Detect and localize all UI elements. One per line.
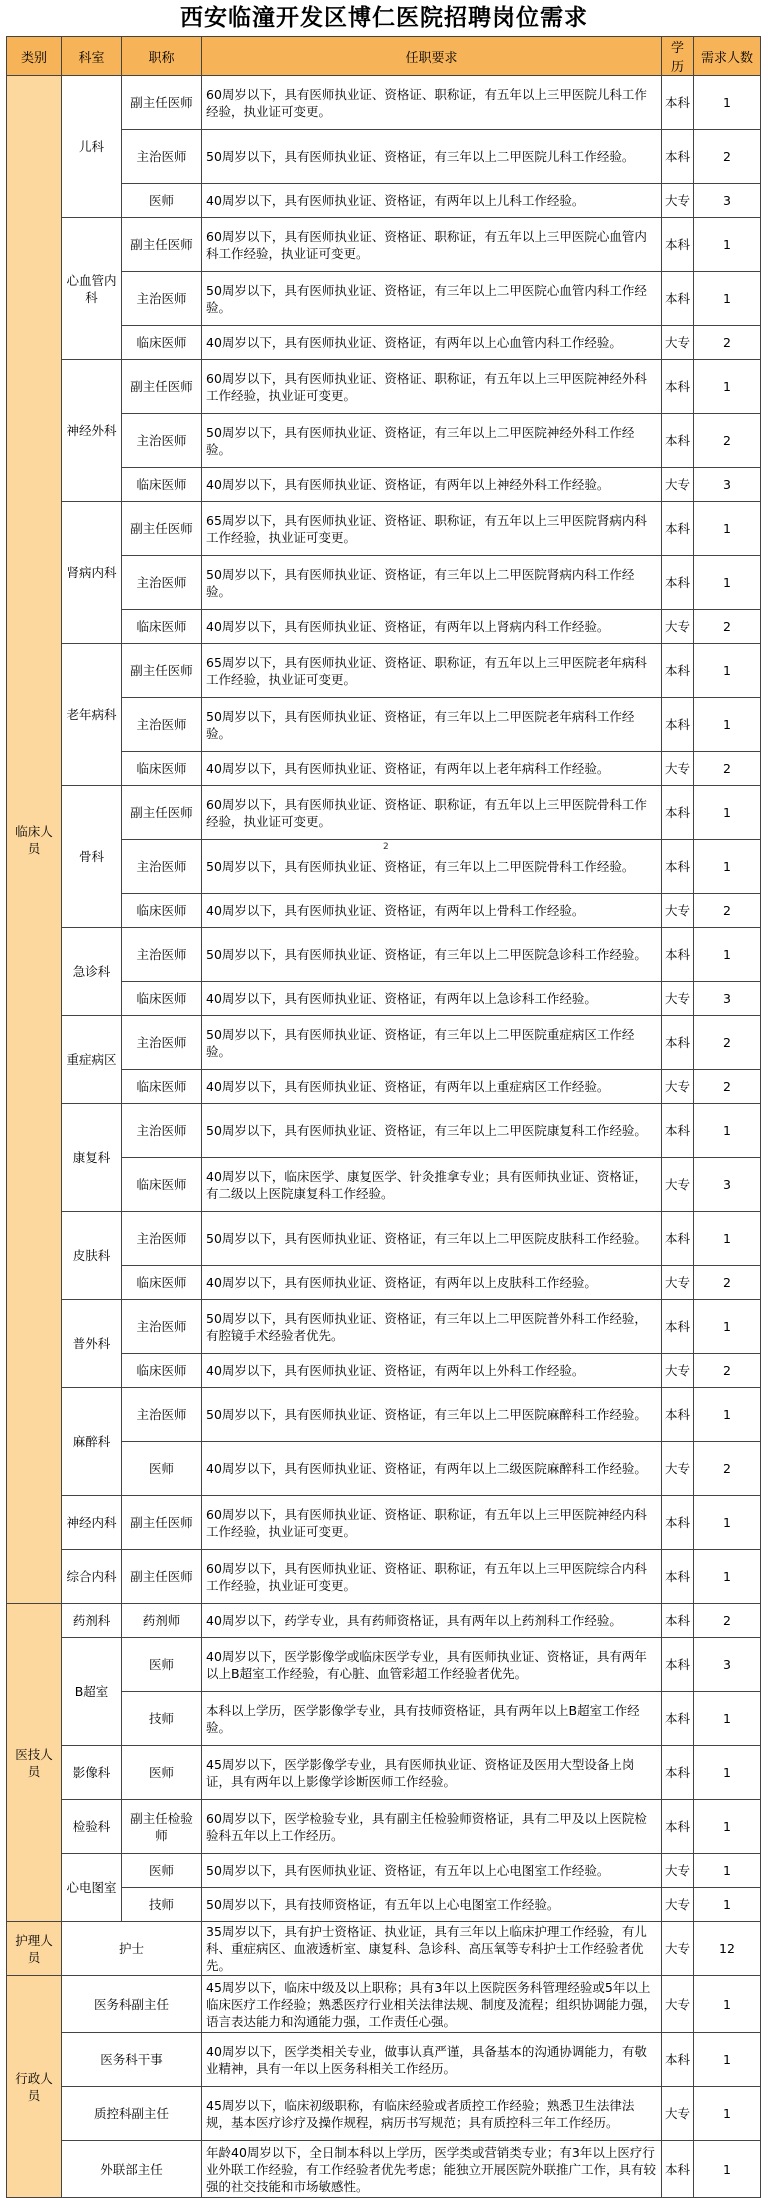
education-cell: 本科: [662, 1104, 694, 1158]
education-cell: 本科: [662, 1638, 694, 1692]
title-cell: 医师: [122, 1442, 202, 1496]
title-cell: 医师: [122, 1746, 202, 1800]
requirement-cell: 40周岁以下，具有医师执业证、资格证，有两年以上二级医院麻醉科工作经验。: [202, 1442, 662, 1496]
requirement-cell: 50周岁以下，具有医师执业证、资格证，有三年以上二甲医院儿科工作经验。: [202, 130, 662, 184]
education-cell: 本科: [662, 698, 694, 752]
col-category-header: 类别: [7, 37, 62, 76]
table-row: [7, 1976, 761, 2033]
requirement-cell: 40周岁以下，具有医师执业证、资格证，有两年以上儿科工作经验。: [202, 184, 662, 218]
requirement-cell: 50周岁以下，具有医师执业证、资格证，有五年以上心电图室工作经验。: [202, 1854, 662, 1888]
col-title-header: 职称: [122, 37, 202, 76]
table-row: [7, 928, 761, 982]
title-cell: 副主任医师: [122, 1550, 202, 1604]
count-cell: 1: [694, 698, 761, 752]
department-cell: 心电图室: [62, 1854, 122, 1922]
title-cell: 主治医师: [122, 556, 202, 610]
count-cell: 1: [694, 272, 761, 326]
education-cell: 大专: [662, 1922, 694, 1976]
table-row: [7, 2087, 761, 2141]
requirement-cell: 40周岁以下，具有医师执业证、资格证，有两年以上老年病科工作经验。: [202, 752, 662, 786]
title-cell: 技师: [122, 1888, 202, 1922]
count-cell: 2: [694, 1604, 761, 1638]
department-cell: 急诊科: [62, 928, 122, 1016]
requirement-cell: 60周岁以下，具有医师执业证、资格证、职称证，有五年以上三甲医院骨科工作经验，执业证可变更。: [202, 786, 662, 840]
requirement-cell: 50周岁以下，具有医师执业证、资格证，有三年以上二甲医院皮肤科工作经验。: [202, 1212, 662, 1266]
count-cell: 2: [694, 1016, 761, 1070]
title-cell: 临床医师: [122, 982, 202, 1016]
education-cell: 本科: [662, 1300, 694, 1354]
education-cell: 本科: [662, 1800, 694, 1854]
department-cell: 儿科: [62, 76, 122, 218]
title-cell: 医师: [122, 1638, 202, 1692]
table-row: [7, 644, 761, 698]
title-cell: 主治医师: [122, 1104, 202, 1158]
requirement-cell: 50周岁以下，具有医师执业证、资格证，有三年以上二甲医院康复科工作经验。: [202, 1104, 662, 1158]
title-cell: 临床医师: [122, 1354, 202, 1388]
title-cell: 主治医师: [122, 1212, 202, 1266]
category-cell: 护理人员: [7, 1922, 62, 1976]
category-cell: 临床人员: [7, 76, 62, 1604]
education-cell: 本科: [662, 76, 694, 130]
title-cell: 医师: [122, 184, 202, 218]
requirement-cell: 40周岁以下，医学影像学或临床医学专业，具有医师执业证、资格证，具有两年以上B超室工作经验，有心脏、血管彩超工作经验者优先。: [202, 1638, 662, 1692]
header-row: [7, 37, 761, 76]
count-cell: 1: [694, 556, 761, 610]
table-row: [7, 218, 761, 272]
table-row: [7, 1388, 761, 1442]
education-cell: 大专: [662, 1442, 694, 1496]
title-cell: 副主任医师: [122, 360, 202, 414]
table-row: [7, 1922, 761, 1976]
requirement-cell: 40周岁以下，具有医师执业证、资格证，有两年以上心血管内科工作经验。: [202, 326, 662, 360]
requirement-cell: 45周岁以下，临床中级及以上职称；具有3年以上医院医务科管理经验或5年以上临床医疗工作经验；熟悉医疗行业相关法律法规、制度及流程；组织协调能力强，语言表达能力和沟通能力强，工作责任心强。: [202, 1976, 662, 2033]
count-cell: 3: [694, 184, 761, 218]
table-row: [7, 1638, 761, 1692]
education-cell: 大专: [662, 1888, 694, 1922]
requirement-cell: 60周岁以下，具有医师执业证、资格证、职称证，有五年以上三甲医院神经内科工作经验，执业证可变更。: [202, 1496, 662, 1550]
education-cell: 本科: [662, 2033, 694, 2087]
requirement-cell: 40周岁以下，具有医师执业证、资格证，有两年以上骨科工作经验。: [202, 894, 662, 928]
education-cell: 大专: [662, 982, 694, 1016]
count-cell: 1: [694, 1212, 761, 1266]
title-cell: 临床医师: [122, 1158, 202, 1212]
education-cell: 本科: [662, 928, 694, 982]
title-cell: 主治医师: [122, 1016, 202, 1070]
count-cell: 1: [694, 502, 761, 556]
title-cell: 副主任检验师: [122, 1800, 202, 1854]
education-cell: 大专: [662, 1854, 694, 1888]
title-cell: 主治医师: [122, 840, 202, 894]
count-cell: 1: [694, 2141, 761, 2198]
title-cell: 副主任医师: [122, 1496, 202, 1550]
title-cell: 主治医师: [122, 1300, 202, 1354]
title-cell: 临床医师: [122, 1266, 202, 1300]
title-cell: 主治医师: [122, 414, 202, 468]
education-cell: 本科: [662, 1692, 694, 1746]
count-cell: 1: [694, 1388, 761, 1442]
requirement-cell: 40周岁以下，临床医学、康复医学、针灸推拿专业；具有医师执业证、资格证，有二级以上医院康复科工作经验。: [202, 1158, 662, 1212]
education-cell: 本科: [662, 218, 694, 272]
department-cell: 普外科: [62, 1300, 122, 1388]
count-cell: 2: [694, 326, 761, 360]
title-cell: 副主任医师: [122, 218, 202, 272]
requirement-cell: 40周岁以下，具有医师执业证、资格证，有两年以上重症病区工作经验。: [202, 1070, 662, 1104]
count-cell: 2: [694, 1442, 761, 1496]
title-cell: 副主任医师: [122, 644, 202, 698]
requirement-cell: 本科以上学历，医学影像学专业，具有技师资格证，具有两年以上B超室工作经验。: [202, 1692, 662, 1746]
requirement-cell: 50周岁以下，具有医师执业证、资格证，有三年以上二甲医院骨科工作经验。: [202, 840, 662, 894]
position-cell: 外联部主任: [62, 2141, 202, 2198]
department-cell: 麻醉科: [62, 1388, 122, 1496]
department-cell: 重症病区: [62, 1016, 122, 1104]
position-cell: 医务科副主任: [62, 1976, 202, 2033]
table-row: [7, 786, 761, 840]
education-cell: 大专: [662, 184, 694, 218]
title-cell: 临床医师: [122, 752, 202, 786]
requirement-cell: 60周岁以下，具有医师执业证、资格证、职称证，有五年以上三甲医院心血管内科工作经验，执业证可变更。: [202, 218, 662, 272]
count-cell: 1: [694, 2087, 761, 2141]
requirement-cell: 50周岁以下，具有医师执业证、资格证，有三年以上二甲医院老年病科工作经验。: [202, 698, 662, 752]
requirement-cell: 65周岁以下，具有医师执业证、资格证、职称证，有五年以上三甲医院老年病科工作经验，执业证可变更。: [202, 644, 662, 698]
education-cell: 本科: [662, 1496, 694, 1550]
count-cell: 3: [694, 1158, 761, 1212]
title-cell: 药剂师: [122, 1604, 202, 1638]
count-cell: 3: [694, 1638, 761, 1692]
table-row: [7, 1104, 761, 1158]
count-cell: 1: [694, 1300, 761, 1354]
department-cell: 药剂科: [62, 1604, 122, 1638]
department-cell: B超室: [62, 1638, 122, 1746]
title-cell: 临床医师: [122, 326, 202, 360]
count-cell: 1: [694, 1888, 761, 1922]
page-number: 2: [383, 842, 389, 852]
education-cell: 大专: [662, 1158, 694, 1212]
col-department-header: 科室: [62, 37, 122, 76]
requirement-cell: 60周岁以下，具有医师执业证、资格证、职称证，有五年以上三甲医院综合内科工作经验，执业证可变更。: [202, 1550, 662, 1604]
title-cell: 主治医师: [122, 272, 202, 326]
count-cell: 1: [694, 928, 761, 982]
education-cell: 本科: [662, 1388, 694, 1442]
count-cell: 12: [694, 1922, 761, 1976]
department-cell: 影像科: [62, 1746, 122, 1800]
education-cell: 大专: [662, 1976, 694, 2033]
education-cell: 本科: [662, 644, 694, 698]
count-cell: 1: [694, 1496, 761, 1550]
count-cell: 2: [694, 752, 761, 786]
education-cell: 本科: [662, 130, 694, 184]
requirement-cell: 40周岁以下，具有医师执业证、资格证，有两年以上急诊科工作经验。: [202, 982, 662, 1016]
category-cell: 医技人员: [7, 1604, 62, 1922]
education-cell: 本科: [662, 1016, 694, 1070]
table-row: [7, 1746, 761, 1800]
requirement-cell: 50周岁以下，具有技师资格证，有五年以上心电图室工作经验。: [202, 1888, 662, 1922]
requirement-cell: 45周岁以下，医学影像学专业，具有医师执业证、资格证及医用大型设备上岗证，具有两年以上影像学诊断医师工作经验。: [202, 1746, 662, 1800]
category-cell: 行政人员: [7, 1976, 62, 2198]
department-cell: 老年病科: [62, 644, 122, 786]
table-row: [7, 2033, 761, 2087]
requirement-cell: 50周岁以下，具有医师执业证、资格证，有三年以上二甲医院普外科工作经验，有腔镜手术经验者优先。: [202, 1300, 662, 1354]
department-cell: 检验科: [62, 1800, 122, 1854]
title-cell: 副主任医师: [122, 76, 202, 130]
department-cell: 肾病内科: [62, 502, 122, 644]
department-cell: 康复科: [62, 1104, 122, 1212]
education-cell: 本科: [662, 1604, 694, 1638]
page-title: 西安临潼开发区博仁医院招聘岗位需求: [180, 5, 588, 31]
requirement-cell: 45周岁以下，临床初级职称，有临床经验或者质控工作经验；熟悉卫生法律法规，基本医疗诊疗及操作规程，病历书写规范；具有质控科三年工作经历。: [202, 2087, 662, 2141]
education-cell: 大专: [662, 1354, 694, 1388]
department-cell: 神经内科: [62, 1496, 122, 1550]
count-cell: 1: [694, 1746, 761, 1800]
requirement-cell: 60周岁以下，医学检验专业，具有副主任检验师资格证，具有二甲及以上医院检验科五年以上工作经历。: [202, 1800, 662, 1854]
education-cell: 本科: [662, 414, 694, 468]
requirement-cell: 50周岁以下，具有医师执业证、资格证，有三年以上二甲医院重症病区工作经验。: [202, 1016, 662, 1070]
col-count-header: 需求人数: [694, 37, 761, 76]
count-cell: 2: [694, 414, 761, 468]
table-row: [7, 1496, 761, 1550]
position-cell: 质控科副主任: [62, 2087, 202, 2141]
title-cell: 主治医师: [122, 928, 202, 982]
count-cell: 2: [694, 610, 761, 644]
requirement-cell: 40周岁以下，具有医师执业证、资格证，有两年以上肾病内科工作经验。: [202, 610, 662, 644]
requirement-cell: 50周岁以下，具有医师执业证、资格证，有三年以上二甲医院心血管内科工作经验。: [202, 272, 662, 326]
count-cell: 1: [694, 1854, 761, 1888]
recruitment-table: [6, 36, 761, 2198]
education-cell: 大专: [662, 752, 694, 786]
table-row: [7, 1016, 761, 1070]
requirement-cell: 50周岁以下，具有医师执业证、资格证，有三年以上二甲医院肾病内科工作经验。: [202, 556, 662, 610]
education-cell: 本科: [662, 786, 694, 840]
requirement-cell: 35周岁以下，具有护士资格证、执业证，具有三年以上临床护理工作经验，有儿科、重症病区、血液透析室、康复科、急诊科、高压氧等专科护士工作经验者优先。: [202, 1922, 662, 1976]
count-cell: 1: [694, 786, 761, 840]
count-cell: 1: [694, 1692, 761, 1746]
count-cell: 2: [694, 1070, 761, 1104]
count-cell: 1: [694, 840, 761, 894]
count-cell: 1: [694, 644, 761, 698]
education-cell: 本科: [662, 502, 694, 556]
count-cell: 1: [694, 76, 761, 130]
count-cell: 1: [694, 1976, 761, 2033]
count-cell: 1: [694, 360, 761, 414]
table-row: [7, 1300, 761, 1354]
title-cell: 临床医师: [122, 610, 202, 644]
requirement-cell: 60周岁以下，具有医师执业证、资格证、职称证，有五年以上三甲医院神经外科工作经验，执业证可变更。: [202, 360, 662, 414]
table-row: [7, 1550, 761, 1604]
title-cell: 医师: [122, 1854, 202, 1888]
count-cell: 1: [694, 218, 761, 272]
title-cell: 主治医师: [122, 1388, 202, 1442]
count-cell: 3: [694, 982, 761, 1016]
table-row: [7, 1604, 761, 1638]
count-cell: 1: [694, 1550, 761, 1604]
education-cell: 大专: [662, 1070, 694, 1104]
department-cell: 综合内科: [62, 1550, 122, 1604]
education-cell: 本科: [662, 556, 694, 610]
count-cell: 3: [694, 468, 761, 502]
title-cell: 临床医师: [122, 1070, 202, 1104]
table-row: [7, 1800, 761, 1854]
col-education-header: 学历: [662, 37, 694, 76]
education-cell: 本科: [662, 360, 694, 414]
table-row: [7, 76, 761, 130]
title-cell: 技师: [122, 1692, 202, 1746]
department-cell: 皮肤科: [62, 1212, 122, 1300]
education-cell: 大专: [662, 610, 694, 644]
count-cell: 2: [694, 1354, 761, 1388]
title-cell: 副主任医师: [122, 786, 202, 840]
title-cell: 临床医师: [122, 468, 202, 502]
table-row: [7, 502, 761, 556]
education-cell: 大专: [662, 894, 694, 928]
count-cell: 2: [694, 894, 761, 928]
requirement-cell: 50周岁以下，具有医师执业证、资格证，有三年以上二甲医院神经外科工作经验。: [202, 414, 662, 468]
education-cell: 大专: [662, 2087, 694, 2141]
requirement-cell: 40周岁以下，药学专业，具有药师资格证，具有两年以上药剂科工作经验。: [202, 1604, 662, 1638]
title-cell: 临床医师: [122, 894, 202, 928]
requirement-cell: 50周岁以下，具有医师执业证、资格证，有三年以上二甲医院麻醉科工作经验。: [202, 1388, 662, 1442]
requirement-cell: 40周岁以下，具有医师执业证、资格证，有两年以上神经外科工作经验。: [202, 468, 662, 502]
education-cell: 本科: [662, 1746, 694, 1800]
position-cell: 医务科干事: [62, 2033, 202, 2087]
education-cell: 本科: [662, 840, 694, 894]
department-cell: 骨科: [62, 786, 122, 928]
count-cell: 1: [694, 1104, 761, 1158]
requirement-cell: 40周岁以下，医学类相关专业，做事认真严谨，具备基本的沟通协调能力，有敬业精神，具有一年以上医务科相关工作经历。: [202, 2033, 662, 2087]
title-cell: 副主任医师: [122, 502, 202, 556]
count-cell: 1: [694, 2033, 761, 2087]
col-requirements-header: 任职要求: [202, 37, 662, 76]
requirement-cell: 40周岁以下，具有医师执业证、资格证，有两年以上外科工作经验。: [202, 1354, 662, 1388]
education-cell: 大专: [662, 326, 694, 360]
education-cell: 本科: [662, 272, 694, 326]
count-cell: 2: [694, 1266, 761, 1300]
title-cell: 主治医师: [122, 698, 202, 752]
requirement-cell: 年龄40周岁以下，全日制本科以上学历，医学类或营销类专业；有3年以上医疗行业外联工作经验，有工作经验者优先考虑；能独立开展医院外联推广工作，具有较强的社交技能和市场敏感性。: [202, 2141, 662, 2198]
education-cell: 本科: [662, 1550, 694, 1604]
education-cell: 本科: [662, 1212, 694, 1266]
department-cell: 心血管内科: [62, 218, 122, 360]
education-cell: 本科: [662, 2141, 694, 2198]
position-cell: 护士: [62, 1922, 202, 1976]
table-row: [7, 1854, 761, 1888]
department-cell: 神经外科: [62, 360, 122, 502]
requirement-cell: 65周岁以下，具有医师执业证、资格证、职称证，有五年以上三甲医院肾病内科工作经验，执业证可变更。: [202, 502, 662, 556]
title-cell: 主治医师: [122, 130, 202, 184]
requirement-cell: 40周岁以下，具有医师执业证、资格证，有两年以上皮肤科工作经验。: [202, 1266, 662, 1300]
requirement-cell: 50周岁以下，具有医师执业证、资格证，有三年以上二甲医院急诊科工作经验。: [202, 928, 662, 982]
table-row: [7, 360, 761, 414]
requirement-cell: 60周岁以下，具有医师执业证、资格证、职称证，有五年以上三甲医院儿科工作经验，执业证可变更。: [202, 76, 662, 130]
count-cell: 2: [694, 130, 761, 184]
table-row: [7, 1212, 761, 1266]
education-cell: 大专: [662, 468, 694, 502]
education-cell: 大专: [662, 1266, 694, 1300]
count-cell: 1: [694, 1800, 761, 1854]
table-row: [7, 2141, 761, 2198]
